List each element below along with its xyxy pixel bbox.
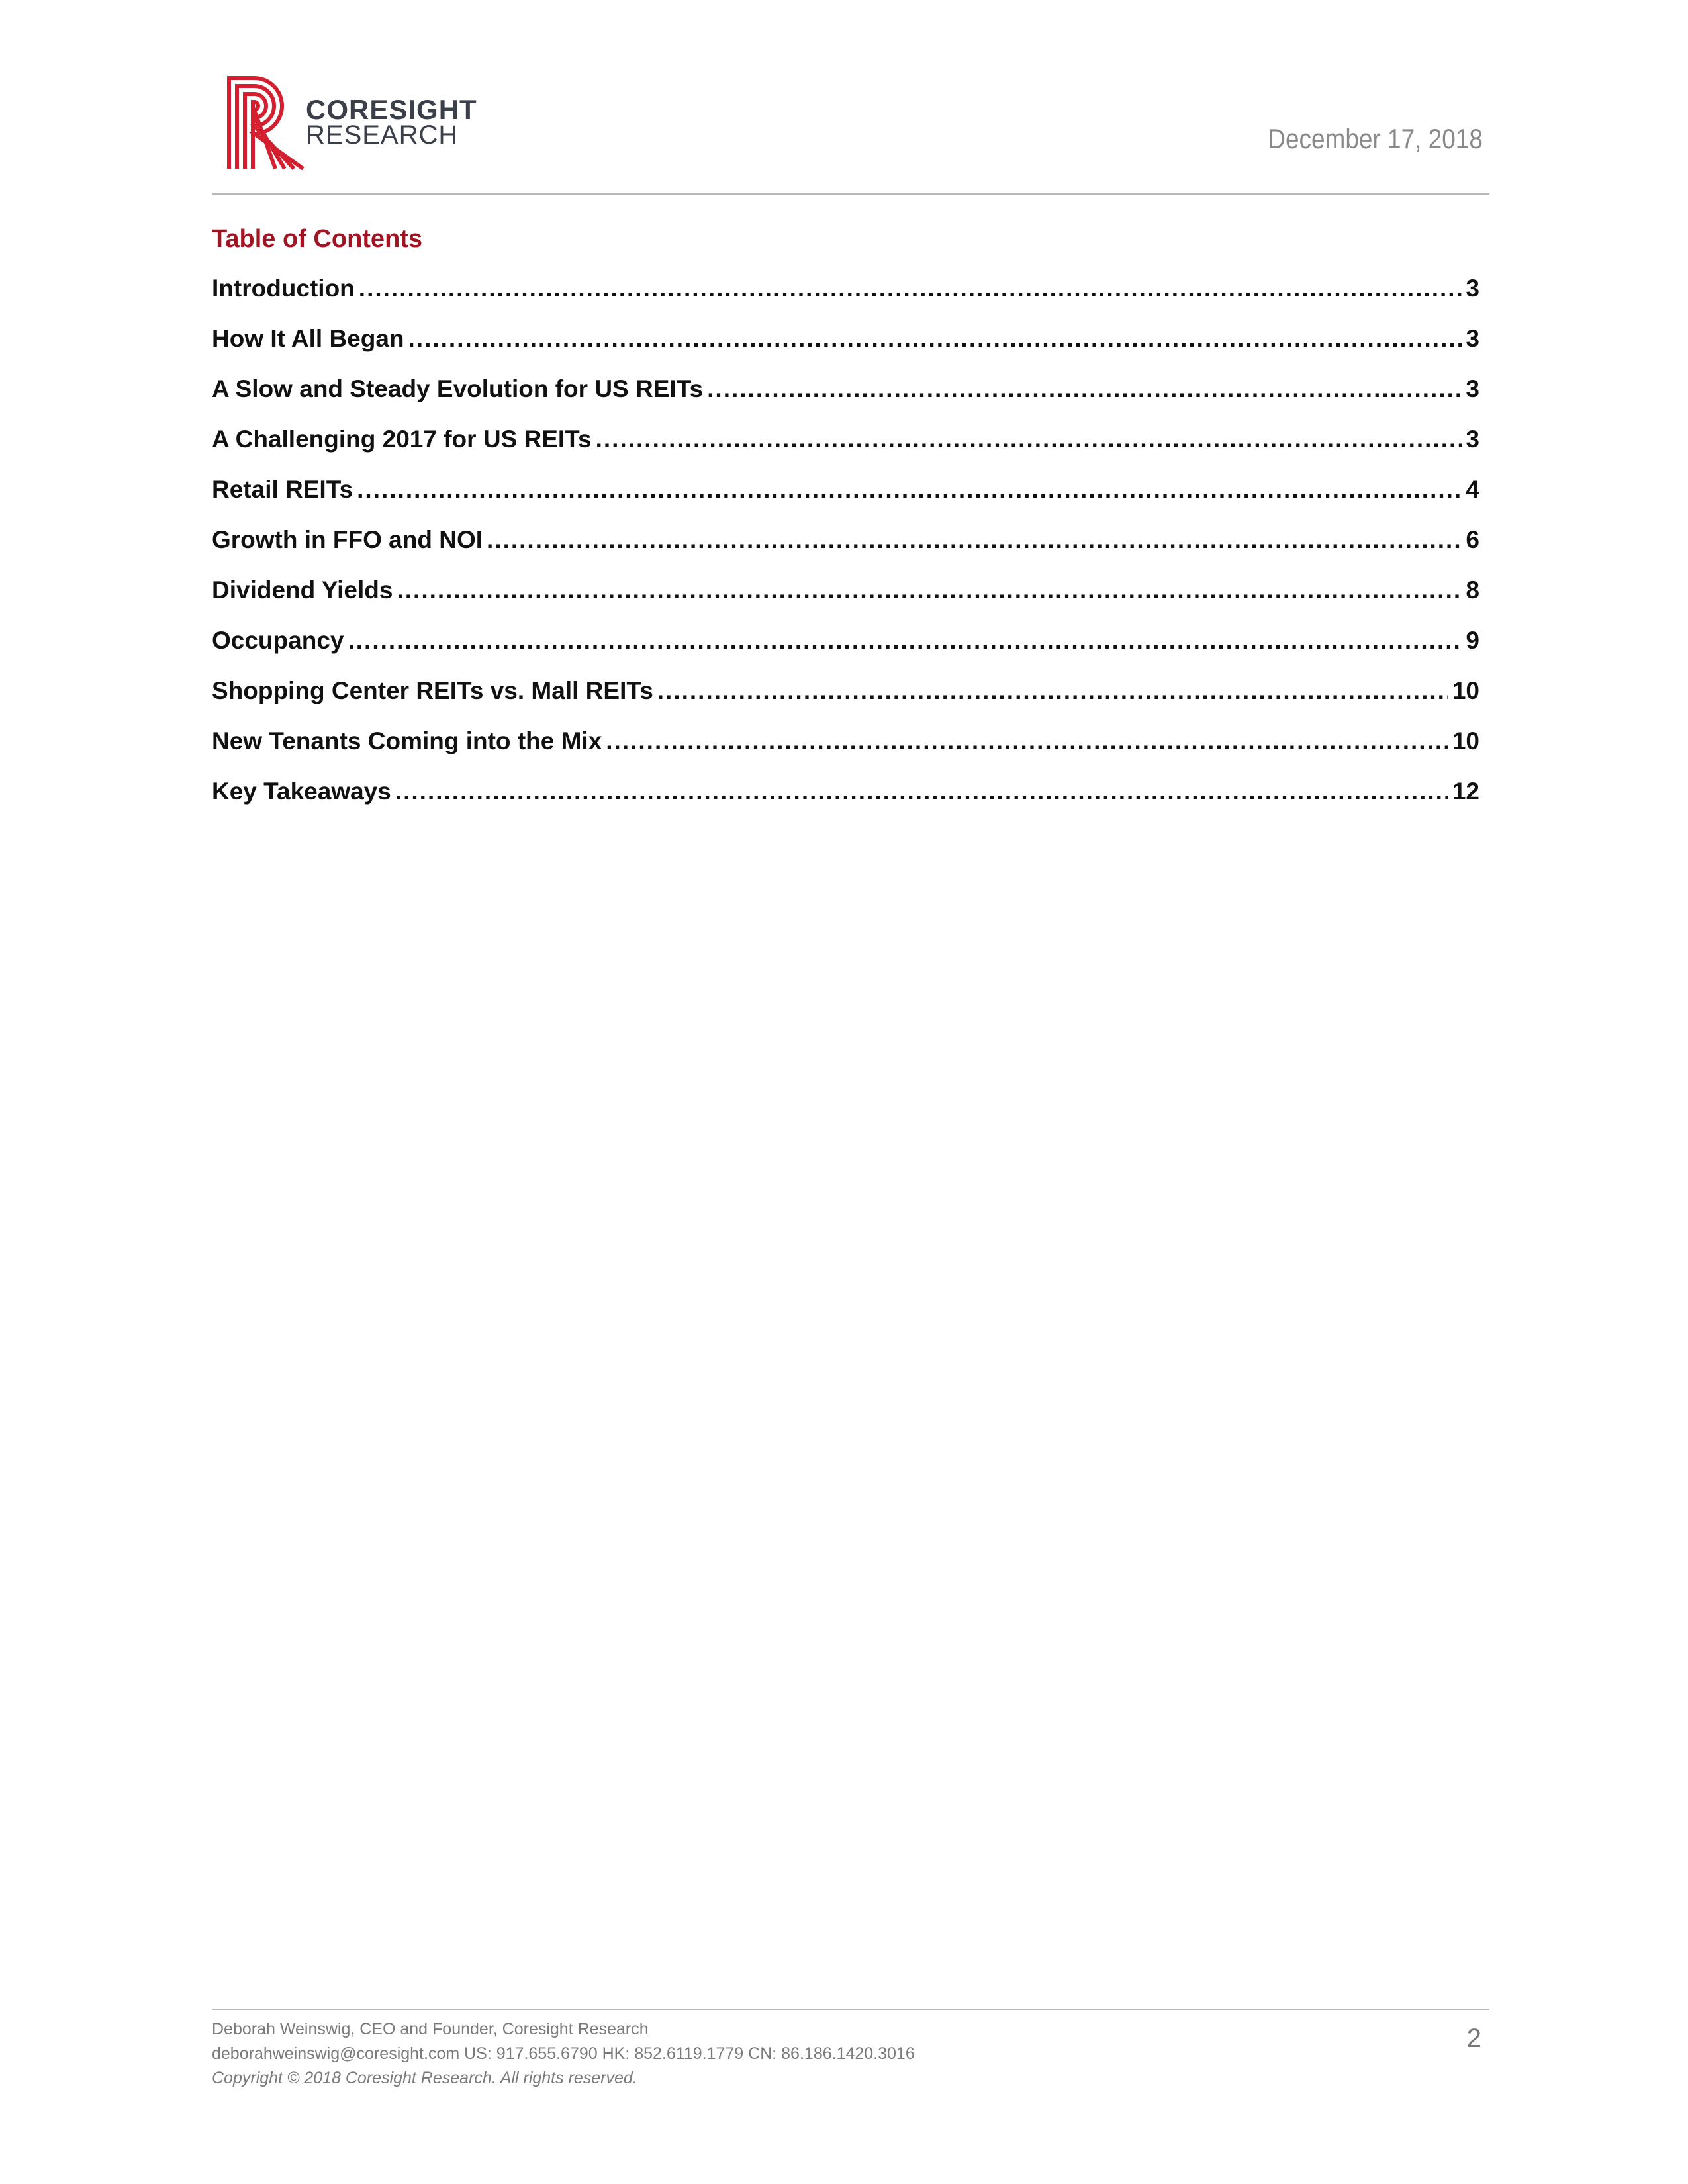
- toc-entry-page: 9: [1466, 627, 1479, 654]
- footer-contact-line[interactable]: deborahweinswig@coresight.com US: 917.655.6790 HK: 852.6119.1779 CN: 86.186.1420.3016: [212, 2044, 915, 2063]
- toc-entry-label: Growth in FFO and NOI: [212, 526, 483, 553]
- coresight-logo: [225, 74, 477, 173]
- footer-copyright: Copyright © 2018 Coresight Research. All rights reserved.: [212, 2069, 637, 2087]
- toc-entry-page: 4: [1466, 476, 1479, 503]
- logo-wordmark-research: RESEARCH: [306, 120, 459, 150]
- toc-dot-leader: [408, 325, 1462, 353]
- toc-dot-leader: [357, 476, 1462, 504]
- toc-dot-leader: [359, 275, 1462, 302]
- toc-entry-label: Occupancy: [212, 627, 344, 654]
- toc-entry-label: Key Takeaways: [212, 778, 391, 805]
- footer: [212, 2017, 915, 2091]
- header-divider: [212, 193, 1489, 195]
- toc-entry-label: Shopping Center REITs vs. Mall REITs: [212, 677, 653, 704]
- toc-entry[interactable]: [212, 576, 1479, 627]
- report-date: December 17, 2018: [1268, 123, 1483, 154]
- toc-entry[interactable]: [212, 325, 1479, 375]
- toc-dot-leader: [707, 375, 1462, 403]
- toc-dot-leader: [606, 727, 1448, 755]
- toc-entry[interactable]: [212, 727, 1479, 778]
- toc-entry-page: 8: [1466, 576, 1479, 604]
- toc-entry-page: 10: [1452, 727, 1479, 754]
- toc-dot-leader: [487, 526, 1462, 554]
- toc-dot-leader: [596, 426, 1462, 453]
- toc-dot-leader: [397, 576, 1462, 604]
- toc-entry-page: 3: [1466, 325, 1479, 352]
- toc-entry[interactable]: [212, 275, 1479, 325]
- toc-entry-page: 6: [1466, 526, 1479, 553]
- logo-wordmark-coresight: CORESIGHT: [306, 94, 477, 125]
- toc-title: Table of Contents: [212, 225, 423, 253]
- toc-entry[interactable]: [212, 426, 1479, 476]
- toc-entry[interactable]: [212, 627, 1479, 677]
- toc-entry-label: A Slow and Steady Evolution for US REITs: [212, 375, 704, 402]
- toc-dot-leader: [348, 627, 1462, 655]
- footer-divider: [212, 2009, 1489, 2010]
- toc-entry-page: 3: [1466, 275, 1479, 302]
- page-number: 2: [1466, 2024, 1481, 2053]
- toc-entry[interactable]: [212, 476, 1479, 526]
- toc-entry-label: How It All Began: [212, 325, 404, 352]
- coresight-logo-mark-icon: [225, 74, 318, 170]
- toc-entry-page: 3: [1466, 426, 1479, 453]
- toc-entry-label: New Tenants Coming into the Mix: [212, 727, 602, 754]
- table-of-contents: [212, 275, 1479, 828]
- toc-entry[interactable]: [212, 677, 1479, 727]
- toc-entry-label: Introduction: [212, 275, 355, 302]
- toc-dot-leader: [657, 677, 1448, 705]
- toc-entry-label: Dividend Yields: [212, 576, 393, 604]
- toc-entry[interactable]: [212, 375, 1479, 426]
- toc-entry-page: 12: [1452, 778, 1479, 805]
- toc-entry-page: 3: [1466, 375, 1479, 402]
- toc-entry-label: Retail REITs: [212, 476, 353, 503]
- toc-entry-page: 10: [1452, 677, 1479, 704]
- toc-entry[interactable]: [212, 526, 1479, 576]
- toc-entry[interactable]: [212, 778, 1479, 828]
- footer-author-line: Deborah Weinswig, CEO and Founder, Coresight Research: [212, 2020, 649, 2038]
- toc-entry-label: A Challenging 2017 for US REITs: [212, 426, 592, 453]
- toc-dot-leader: [395, 778, 1448, 805]
